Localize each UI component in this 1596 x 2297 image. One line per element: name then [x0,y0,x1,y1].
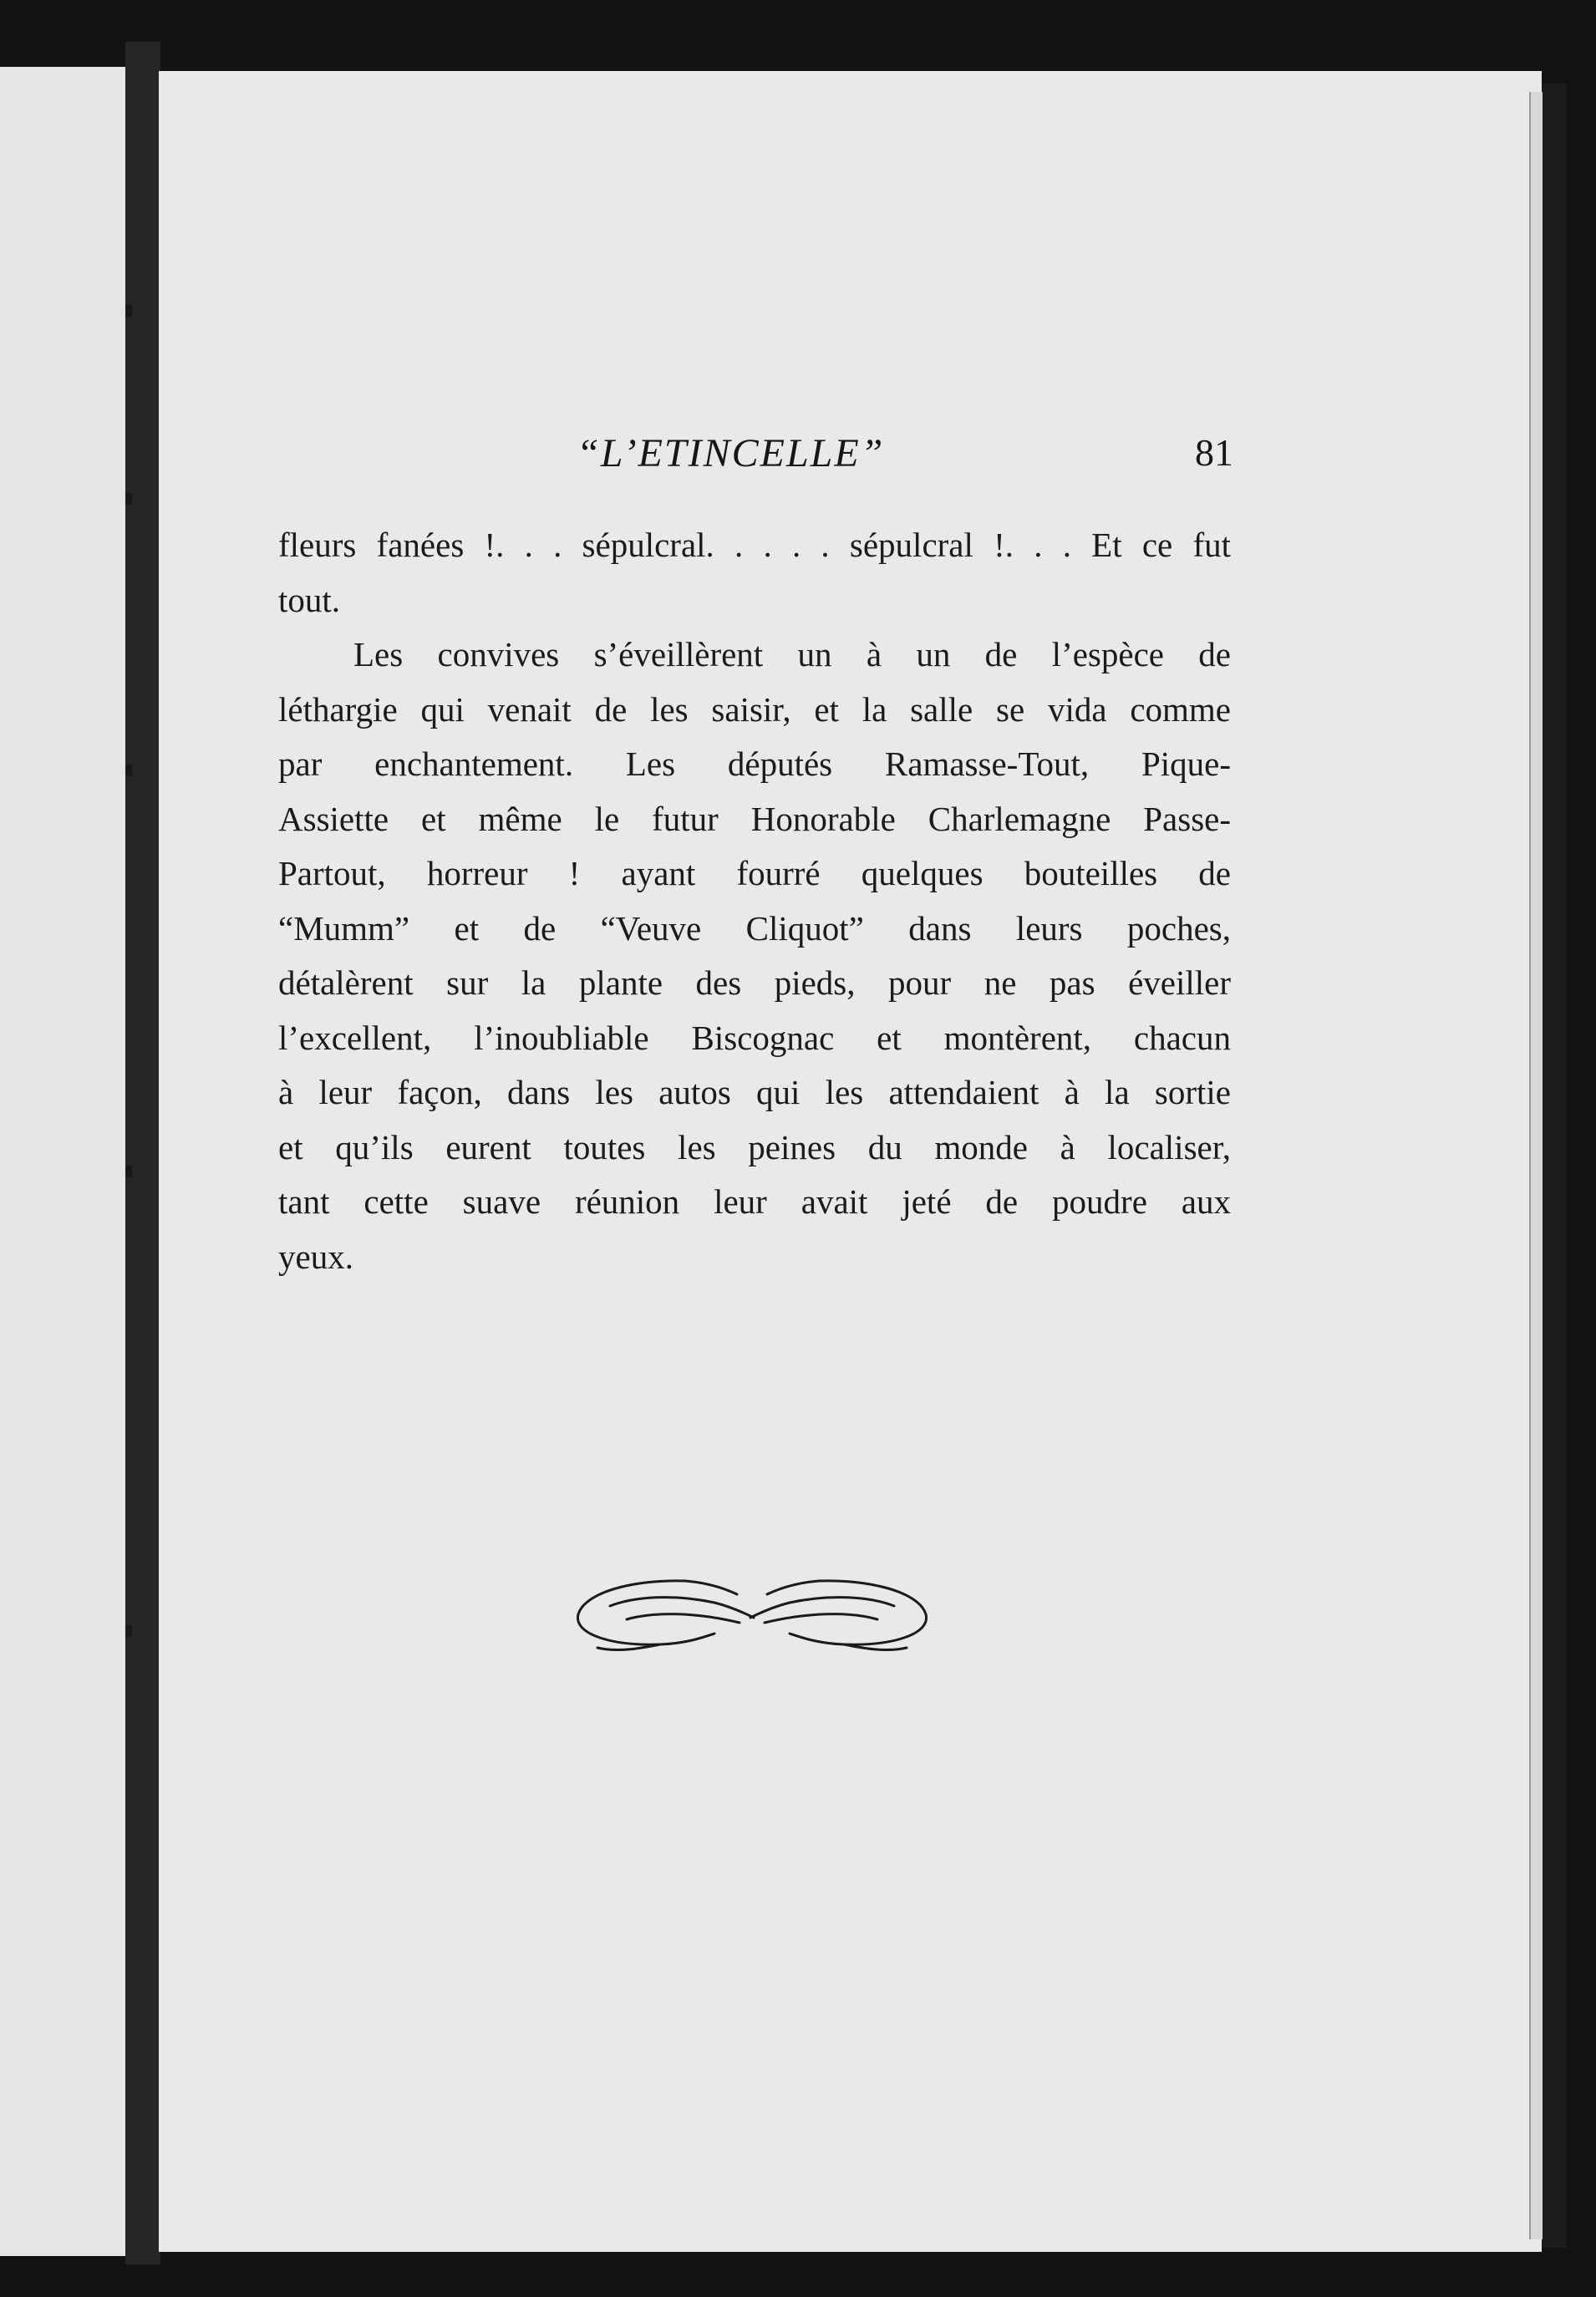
text-line: tout. [278,580,341,619]
flourish-ornament-icon [560,1554,944,1680]
text-line: l’excellent, l’inoubliable Biscognac et montèrent, chacun [278,1018,1231,1057]
text-line: détalèrent sur la plante des pieds, pour ne pas éveiller [278,963,1231,1002]
text-line: à leur façon, dans les autos qui les attendaient à la sortie [278,1073,1231,1111]
running-title: “L’ETINCELLE” [577,431,885,475]
text-line: tant cette suave réunion leur avait jeté de poudre aux [278,1182,1231,1221]
page-stack-edge [1529,92,1543,2239]
page-right-shadow [1542,84,1567,2248]
body-text [278,518,1231,1284]
running-header [0,430,1596,497]
text-line: léthargie qui venait de les saisir, et la salle se vida comme [278,689,1231,729]
facing-page-edge [0,67,125,2256]
text-line: “Mumm” et de “Veuve Cliquot” dans leurs poches, [278,908,1231,948]
text-line: fleurs fanées !. . . sépulcral. . . . . sépulcral !. . . Et ce fut [278,526,1231,564]
text-line: Les convives s’éveillèrent un à un de l’espèce de [353,635,1231,673]
text-line: Assiette et même le futur Honorable Charlemagne Passe- [278,799,1231,838]
text-line: et qu’ils eurent toutes les peines du monde à localiser, [278,1127,1231,1166]
text-line: par enchantement. Les députés Ramasse-Tout, Pique- [278,744,1231,783]
text-line: yeux. [278,1237,353,1276]
page-number: 81 [1195,431,1233,474]
text-line: Partout, horreur ! ayant fourré quelques bouteilles de [278,854,1231,892]
